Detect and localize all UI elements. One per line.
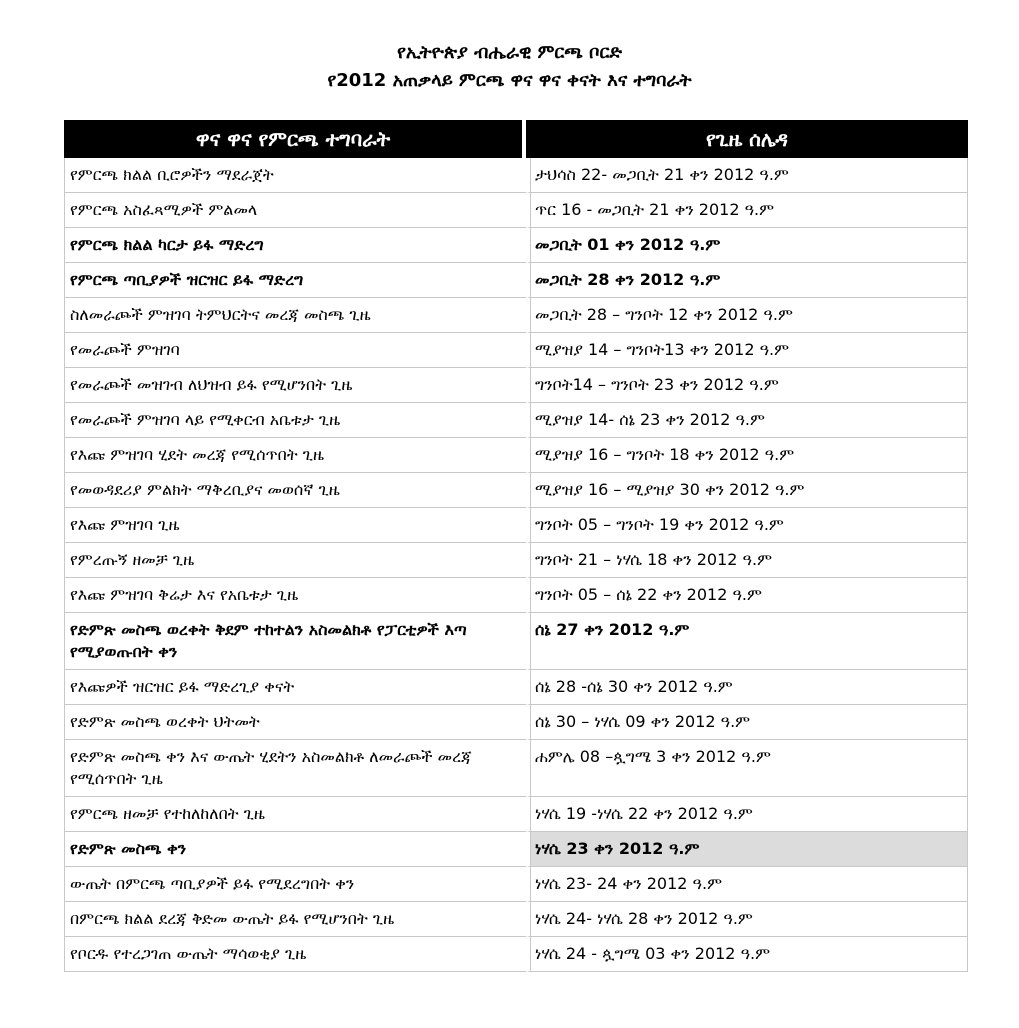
- activity-cell: የምርጫ ዘመቻ የተከለከለበት ጊዜ: [64, 797, 526, 832]
- timeline-cell: መጋቢት 28 – ግንቦት 12 ቀን 2012 ዓ.ም: [526, 298, 968, 333]
- table-row: [64, 797, 968, 832]
- timeline-cell: ግንቦት 05 – ሰኔ 22 ቀን 2012 ዓ.ም: [526, 578, 968, 613]
- table-header-row: [64, 120, 968, 158]
- board-title: የኢትዮጵያ ብሔራዊ ምርጫ ቦርድ: [397, 42, 622, 63]
- activity-cell: የመወዳደሪያ ምልክት ማቅረቢያና መወሰኛ ጊዜ: [64, 473, 526, 508]
- timeline-cell: ሚያዝያ 14- ሰኔ 23 ቀን 2012 ዓ.ም: [526, 403, 968, 438]
- table-row: [64, 298, 968, 333]
- timeline-cell: ሚያዝያ 16 – ግንቦት 18 ቀን 2012 ዓ.ም: [526, 438, 968, 473]
- table-row: [64, 578, 968, 613]
- timeline-cell: ግንቦት 05 – ግንቦት 19 ቀን 2012 ዓ.ም: [526, 508, 968, 543]
- timeline-cell: ሚያዝያ 16 – ሚያዝያ 30 ቀን 2012 ዓ.ም: [526, 473, 968, 508]
- table-row: [64, 705, 968, 740]
- timeline-cell: ሰኔ 30 – ነሃሴ 09 ቀን 2012 ዓ.ም: [526, 705, 968, 740]
- table-row: [64, 613, 968, 670]
- timeline-cell: ግንቦት 21 – ነሃሴ 18 ቀን 2012 ዓ.ም: [526, 543, 968, 578]
- table-row: [64, 473, 968, 508]
- activity-cell: ስለመራጮች ምዝገባ ትምህርትና መረጃ መስጫ ጊዜ: [64, 298, 526, 333]
- table-row: [64, 368, 968, 403]
- table-row: [64, 333, 968, 368]
- activity-cell: የድምጽ መስጫ ቀን እና ውጤት ሂደትን አስመልክቶ ለመራጮች መረጃ የሚሰጥበት ጊዜ: [64, 740, 526, 797]
- table-row: [64, 867, 968, 902]
- table-row: [64, 543, 968, 578]
- activity-cell: የምርጫ ጣቢያዎች ዝርዝር ይፋ ማድረግ: [64, 263, 526, 298]
- timeline-cell: ጥር 16 - መጋቢት 21 ቀን 2012 ዓ.ም: [526, 193, 968, 228]
- activity-cell: የእጩ ምዝገባ ሂደት መረጃ የሚሰጥበት ጊዜ: [64, 438, 526, 473]
- timeline-cell: ሐምሌ 08 –ጷግሜ 3 ቀን 2012 ዓ.ም: [526, 740, 968, 797]
- activity-column-header: ዋና ዋና የምርጫ ተግባራት: [64, 120, 526, 158]
- table-row: [64, 670, 968, 705]
- table-row: [64, 508, 968, 543]
- timeline-cell: ነሃሴ 23 ቀን 2012 ዓ.ም: [526, 832, 968, 867]
- activity-cell: የእጩ ምዝገባ ጊዜ: [64, 508, 526, 543]
- timeline-cell: ነሃሴ 24- ነሃሴ 28 ቀን 2012 ዓ.ም: [526, 902, 968, 937]
- table-row: [64, 937, 968, 972]
- activity-cell: የመራጮች ምዝገባ: [64, 333, 526, 368]
- activity-cell: የእጩ ምዝገባ ቅሬታ እና የአቤቱታ ጊዜ: [64, 578, 526, 613]
- activity-cell: የድምጽ መስጫ ቀን: [64, 832, 526, 867]
- activity-cell: በምርጫ ክልል ደረጃ ቅድመ ውጤት ይፋ የሚሆንበት ጊዜ: [64, 902, 526, 937]
- table-row: [64, 158, 968, 193]
- activity-cell: የመራጮች መዝገብ ለህዝብ ይፋ የሚሆንበት ጊዜ: [64, 368, 526, 403]
- table-row: [64, 902, 968, 937]
- timeline-cell: መጋቢት 01 ቀን 2012 ዓ.ም: [526, 228, 968, 263]
- table-row: [64, 228, 968, 263]
- election-schedule-table: [64, 120, 968, 972]
- activity-cell: የመራጮች ምዝገባ ላይ የሚቀርብ አቤቱታ ጊዜ: [64, 403, 526, 438]
- timeline-cell: ሚያዝያ 14 – ግንቦት13 ቀን 2012 ዓ.ም: [526, 333, 968, 368]
- activity-cell: የቦርዱ የተረጋገጠ ውጤት ማሳወቂያ ጊዜ: [64, 937, 526, 972]
- table-row: [64, 193, 968, 228]
- schedule-title: የ2012 አጠቃላይ ምርጫ ዋና ዋና ቀናት እና ተግባራት: [327, 70, 692, 91]
- activity-cell: የምረጡኝ ዘመቻ ጊዜ: [64, 543, 526, 578]
- table-row: [64, 740, 968, 797]
- timeline-cell: መጋቢት 28 ቀን 2012 ዓ.ም: [526, 263, 968, 298]
- table-row: [64, 263, 968, 298]
- activity-cell: የምርጫ አስፈጻሚዎች ምልመላ: [64, 193, 526, 228]
- timeline-cell: ነሃሴ 19 -ነሃሴ 22 ቀን 2012 ዓ.ም: [526, 797, 968, 832]
- activity-cell: የድምጽ መስጫ ወረቀት ህትመት: [64, 705, 526, 740]
- activity-cell: የእጩዎች ዝርዝር ይፋ ማድረጊያ ቀናት: [64, 670, 526, 705]
- timeline-cell: ግንቦት14 – ግንቦት 23 ቀን 2012 ዓ.ም: [526, 368, 968, 403]
- table-row: [64, 403, 968, 438]
- activity-cell: ውጤት በምርጫ ጣቢያዎች ይፋ የሚደረግበት ቀን: [64, 867, 526, 902]
- timeline-cell: ነሃሴ 24 - ጷግሜ 03 ቀን 2012 ዓ.ም: [526, 937, 968, 972]
- table-row: [64, 832, 968, 867]
- timeline-cell: ነሃሴ 23- 24 ቀን 2012 ዓ.ም: [526, 867, 968, 902]
- timeline-cell: ታህሳስ 22- መጋቢት 21 ቀን 2012 ዓ.ም: [526, 158, 968, 193]
- timeline-column-header: የጊዜ ሰሌዳ: [526, 120, 968, 158]
- activity-cell: የምርጫ ክልል ቢሮዎችን ማደራጀት: [64, 158, 526, 193]
- timeline-cell: ሰኔ 28 -ሰኔ 30 ቀን 2012 ዓ.ም: [526, 670, 968, 705]
- activity-cell: የድምጽ መስጫ ወረቀት ቅደም ተከተልን አስመልክቶ የፓርቲዎች እጣ የሚያወጡበት ቀን: [64, 613, 526, 670]
- timeline-cell: ሰኔ 27 ቀን 2012 ዓ.ም: [526, 613, 968, 670]
- activity-cell: የምርጫ ክልል ካርታ ይፋ ማድረግ: [64, 228, 526, 263]
- table-row: [64, 438, 968, 473]
